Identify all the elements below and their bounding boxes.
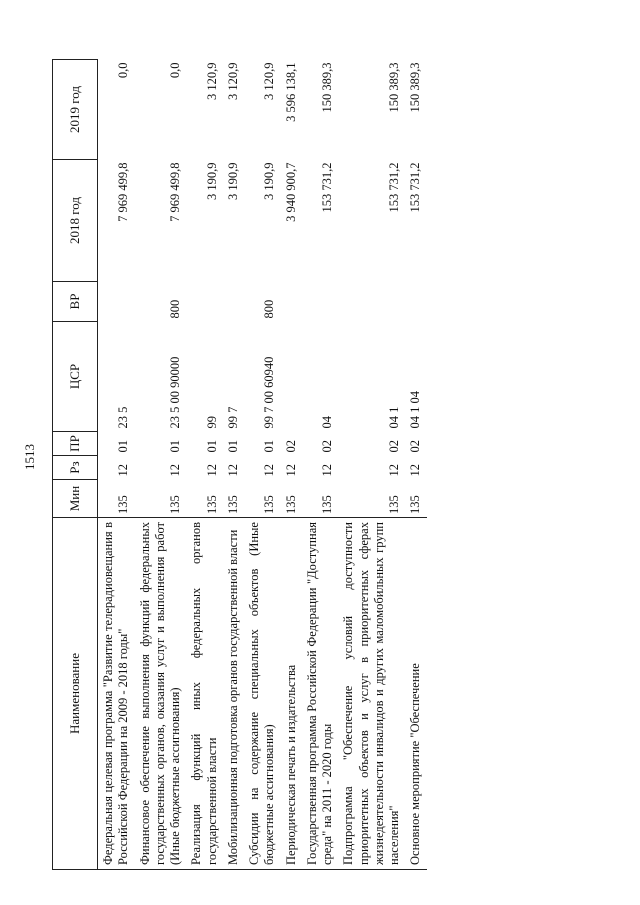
row-2018: 3 190,9 — [204, 162, 219, 200]
row-pr: 01 — [225, 440, 240, 453]
row-2019: 3 596 138,1 — [283, 62, 298, 122]
header-csr: ЦСР — [53, 322, 98, 432]
row-csr: 23 5 — [116, 406, 131, 429]
row-2018: 153 731,2 — [408, 162, 423, 213]
row-csr: 99 — [204, 416, 219, 429]
row-vr — [302, 282, 339, 322]
row-pr: 02 — [387, 440, 401, 453]
row-2019: 0,0 — [116, 62, 131, 79]
row-rz: 12 — [262, 464, 277, 477]
row-2018: 7 969 499,8 — [116, 162, 131, 222]
row-2019: 150 389,3 — [408, 62, 423, 113]
table-header-row — [53, 60, 98, 870]
row-rz: 12 — [320, 464, 334, 477]
row-min: 135 — [225, 495, 240, 514]
row-vr: 800 — [262, 299, 277, 319]
row-vr — [98, 282, 135, 322]
row-2019: 150 389,3 — [387, 62, 401, 113]
row-pr: 02 — [320, 440, 334, 453]
table-row — [223, 60, 244, 870]
row-csr — [281, 322, 302, 432]
row-name: Периодическая печать и издательства — [281, 518, 302, 870]
row-csr: 99 7 — [225, 406, 240, 429]
row-rz: 12 — [168, 464, 182, 477]
header-pr: ПР — [53, 432, 98, 456]
row-2018: 7 969 499,8 — [168, 162, 182, 222]
row-vr — [223, 282, 244, 322]
rotated-page — [52, 60, 612, 870]
row-rz: 12 — [408, 464, 423, 477]
row-2018: 3 190,9 — [225, 162, 240, 200]
table-row — [186, 60, 223, 870]
row-pr: 02 — [408, 440, 423, 453]
row-name: Финансовое обеспечение выполнения функций федеральных государственных органов, оказания услуг и выполнения работ (Иные бюджетные ассигнования) — [135, 518, 187, 870]
page-number: 1513 — [22, 444, 37, 470]
row-min: 135 — [116, 495, 131, 514]
header-2018: 2018 год — [53, 160, 98, 282]
row-rz: 12 — [116, 464, 131, 477]
header-vr: ВР — [53, 282, 98, 322]
row-rz: 12 — [225, 464, 240, 477]
row-vr — [281, 282, 302, 322]
row-2019: 3 120,9 — [204, 62, 219, 100]
row-vr — [186, 282, 223, 322]
row-name: Основное мероприятие "Обеспечение — [405, 518, 426, 870]
row-2018: 153 731,2 — [387, 162, 401, 213]
row-min: 135 — [408, 495, 423, 514]
row-2018: 153 731,2 — [320, 162, 334, 213]
row-2019: 150 389,3 — [320, 62, 334, 113]
row-min: 135 — [387, 495, 401, 514]
row-rz: 12 — [283, 464, 298, 477]
row-pr: 01 — [116, 440, 131, 453]
row-min: 135 — [204, 495, 219, 514]
row-name: Мобилизационная подготовка органов государственной власти — [223, 518, 244, 870]
row-name: Реализация функций иных федеральных органов государственной власти — [186, 518, 223, 870]
row-vr: 800 — [168, 299, 182, 319]
row-2018: 3 940 900,7 — [283, 162, 298, 222]
row-pr: 01 — [262, 440, 277, 453]
row-name: Государственная программа Российской Федерации "Доступная среда" на 2011 - 2020 годы — [302, 518, 339, 870]
header-rz: Рз — [53, 456, 98, 480]
row-csr: 04 — [320, 416, 334, 429]
table-row — [98, 60, 135, 870]
row-csr: 04 1 04 — [408, 391, 423, 429]
row-csr: 23 5 00 90000 — [168, 356, 182, 429]
table-row — [281, 60, 302, 870]
row-min: 135 — [168, 495, 182, 514]
row-vr — [338, 282, 405, 322]
header-min: Мин — [53, 480, 98, 518]
table-row — [338, 60, 405, 870]
row-2018: 3 190,9 — [262, 162, 277, 200]
row-min: 135 — [283, 495, 298, 514]
row-name: Подпрограмма "Обеспечение условий доступности приоритетных объектов и услуг в приоритетных сферах жизнедеятельности инвалидов и других маломобильных групп населения" — [338, 518, 405, 870]
row-pr: 01 — [204, 440, 219, 453]
table-row — [302, 60, 339, 870]
row-csr: 99 7 00 60940 — [262, 356, 277, 429]
header-name: Наименование — [53, 518, 98, 870]
row-name: Федеральная целевая программа "Развитие телерадиовещания в Российской Федерации на 2009 - 2018 годы" — [98, 518, 135, 870]
row-name: Субсидии на содержание специальных объектов (Иные бюджетные ассигнования) — [244, 518, 281, 870]
row-min: 135 — [262, 495, 277, 514]
row-rz: 12 — [387, 464, 401, 477]
row-min: 135 — [320, 495, 334, 514]
row-2019: 0,0 — [168, 62, 182, 79]
row-pr: 01 — [168, 440, 182, 453]
row-pr: 02 — [283, 440, 298, 453]
table-row — [405, 60, 426, 870]
row-vr — [405, 282, 426, 322]
row-2019: 3 120,9 — [262, 62, 277, 100]
row-2019: 3 120,9 — [225, 62, 240, 100]
header-2019: 2019 год — [53, 60, 98, 160]
table-row — [244, 60, 281, 870]
row-csr: 04 1 — [387, 406, 401, 429]
table-row — [135, 60, 187, 870]
budget-table — [52, 59, 427, 870]
row-rz: 12 — [204, 464, 219, 477]
